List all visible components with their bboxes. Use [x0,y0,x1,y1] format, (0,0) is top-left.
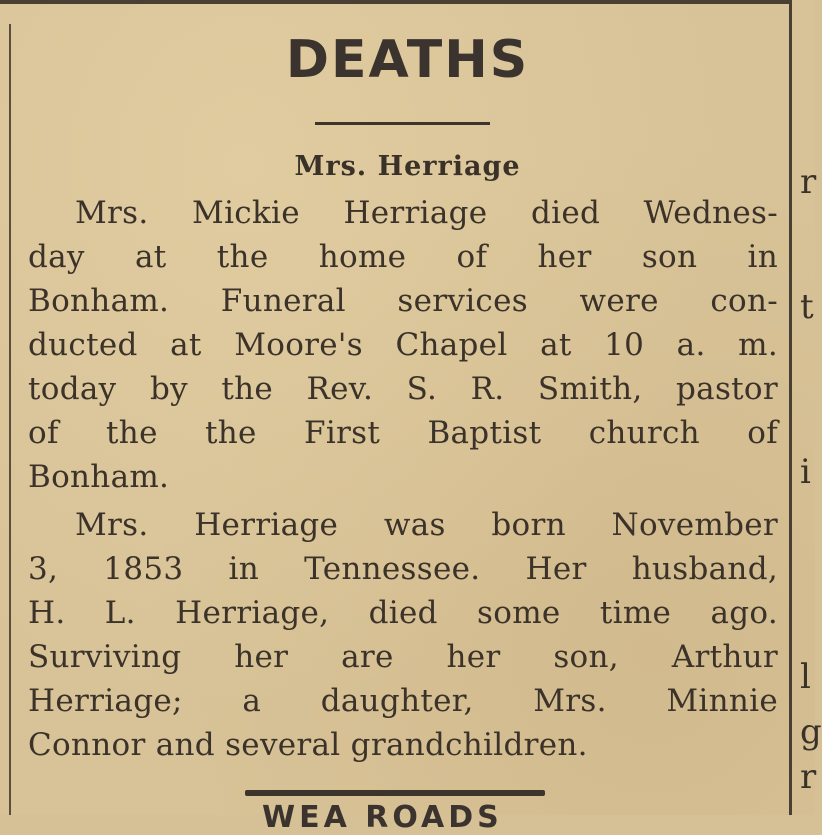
next-article-heading-fragment: WEA ROADS [262,800,503,835]
article-title: Mrs. Herriage [294,151,521,182]
body-line: day at the home of her son in [28,239,778,275]
adjacent-column-fragment [800,0,822,815]
heading-divider [315,122,490,125]
section-heading: DEATHS [285,30,530,90]
body-line: 3, 1853 in Tennessee. Her husband, [28,551,778,587]
body-line: of the the First Baptist church of [28,415,778,451]
body-line: Mrs. Herriage was born November [75,507,778,543]
adjacent-glyph: t [800,287,814,327]
adjacent-glyph: r [800,757,817,797]
body-line: Herriage; a daughter, Mrs. Minnie [28,683,778,719]
adjacent-glyph: g [800,712,822,752]
right-column-rule [789,0,792,815]
adjacent-glyph: r [800,162,817,202]
body-line: Bonham. Funeral services were con- [28,283,778,319]
body-line: H. L. Herriage, died some time ago. [28,595,778,631]
body-line: today by the Rev. S. R. Smith, pastor [28,371,778,407]
body-line: Connor and several grandchildren. [28,727,588,763]
body-line: ducted at Moore's Chapel at 10 a. m. [28,327,778,363]
body-line: Mrs. Mickie Herriage died Wednes- [75,195,778,231]
top-column-rule [0,0,790,4]
article-end-divider [245,790,545,796]
adjacent-glyph: i [800,452,811,492]
left-column-rule [9,24,11,815]
body-line: Bonham. [28,459,170,495]
body-line: Surviving her are her son, Arthur [28,639,778,675]
adjacent-glyph: l [800,657,811,697]
